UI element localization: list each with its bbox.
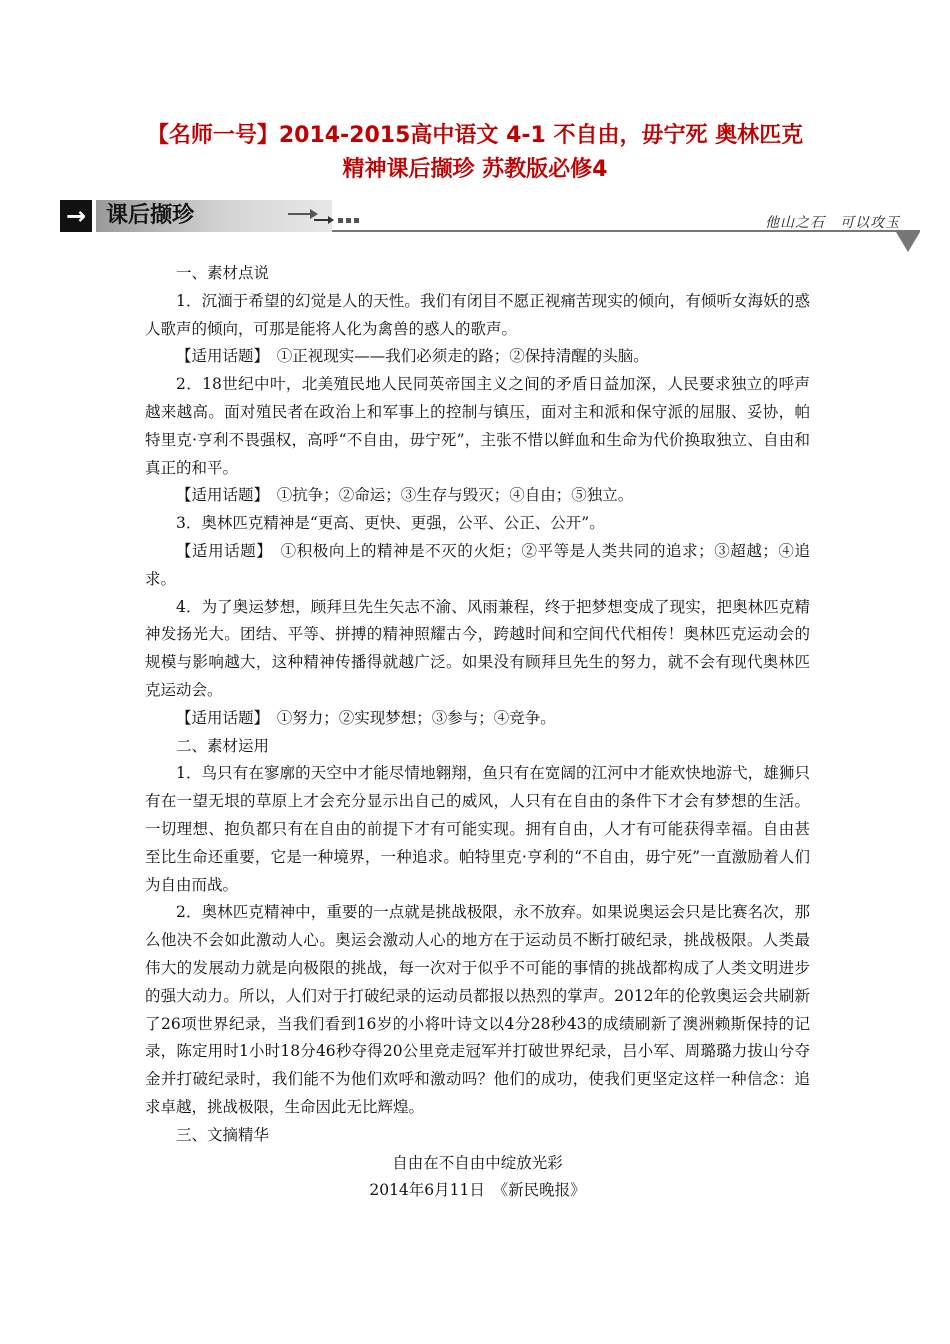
article-title: 自由在不自由中绽放光彩 <box>392 1153 563 1172</box>
topic-line: 【适用话题】 ①正视现实——我们必须走的路；②保持清醒的头脑。 <box>176 347 649 366</box>
section-heading: 二、素材运用 <box>176 736 270 755</box>
triangle-marker-icon <box>896 232 920 252</box>
paragraph: 4．为了奥运梦想，顾拜旦先生矢志不渝、风雨兼程，终于把梦想变成了现实，把奥林匹克精神发扬光大。团结、平等、拼搏的精神照耀古今，跨越时间和空间代代相传！奥林匹克运动会的规模与影响越大，这种精神传播得就越广泛。如果没有顾拜旦先生的努力，就不会有现代奥林匹克运动会。 <box>145 597 810 699</box>
banner-label: 课后撷珍 <box>106 203 195 228</box>
paragraph: 1．鸟只有在寥廓的天空中才能尽情地翱翔，鱼只有在宽阔的江河中才能欢快地游弋，雄狮只有在一望无垠的草原上才会充分显示出自己的威风，人只有在自由的条件下才会有梦想的生活。一切理想、抱负都只有在自由的前提下才有可能实现。拥有自由，人才有可能获得幸福。自由甚至比生命还重要，它是一种境界，一种追求。帕特里克·亨利的“不自由，毋宁死”一直激励着人们为自由而战。 <box>145 764 810 894</box>
section-banner <box>60 200 920 256</box>
topic-line: 【适用话题】 ①努力；②实现梦想；③参与；④竞争。 <box>176 708 556 727</box>
document-body <box>145 260 810 1205</box>
section-heading: 一、素材点说 <box>176 264 270 282</box>
document-title-line-1: 【名师一号】2014-2015高中语文 4-1 不自由，毋宁死 奥林匹克 <box>146 123 804 148</box>
topic-line: 【适用话题】 ①抗争；②命运；③生存与毁灭；④自由；⑤独立。 <box>176 486 634 505</box>
topic-line: 【适用话题】 ①积极向上的精神是不灭的火炬；②平等是人类共同的追求；③超越；④追求。 <box>145 541 810 588</box>
paragraph: 3．奥林匹克精神是“更高、更快、更强，公平、公正、公开”。 <box>176 514 605 533</box>
double-arrow-icon <box>288 206 368 230</box>
article-source: 2014年6月11日 《新民晚报》 <box>369 1181 586 1200</box>
paragraph: 2．奥林匹克精神中，重要的一点就是挑战极限，永不放弃。如果说奥运会只是比赛名次，那么他决不会如此激动人心。奥运会激动人心的地方在于运动员不断打破纪录，挑战极限。人类最伟大的发展动力就是向极限的挑战，每一次对于似乎不可能的事情的挑战都构成了人类文明进步的强大动力。所以，人们对于打破纪录的运动员都报以热烈的掌声。2012年的伦敦奥运会共刷新了26项世界纪录，当我们看到16岁的小将叶诗文以4分28秒43的成绩刷新了澳洲赖斯保持的记录，陈定用时1小时18分46秒夺得20公里竞走冠军并打破世界纪录，吕小军、周璐璐力拔山兮夺金并打破纪录时，我们能不为他们欢呼和激动吗？他们的成功，使我们更坚定这样一种信念：追求卓越，挑战极限，生命因此无比辉煌。 <box>145 903 810 1116</box>
arrow-right-icon: → <box>60 200 92 232</box>
banner-motto: 他山之石 可以攻玉 <box>765 215 900 231</box>
paragraph: 2．18世纪中叶，北美殖民地人民同英帝国主义之间的矛盾日益加深，人民要求独立的呼声越来越高。面对殖民者在政治上和军事上的控制与镇压，面对主和派和保守派的屈服、妥协，帕特里克·亨利不畏强权，高呼“不自由，毋宁死”，主张不惜以鲜血和生命为代价换取独立、自由和真正的和平。 <box>145 375 810 477</box>
paragraph: 1．沉湎于希望的幻觉是人的天性。我们有闭目不愿正视痛苦现实的倾向，有倾听女海妖的惑人歌声的倾向，可那是能将人化为禽兽的惑人的歌声。 <box>145 291 810 338</box>
section-heading: 三、文摘精华 <box>176 1125 270 1144</box>
document-title-line-2: 精神课后撷珍 苏教版必修4 <box>342 157 608 182</box>
